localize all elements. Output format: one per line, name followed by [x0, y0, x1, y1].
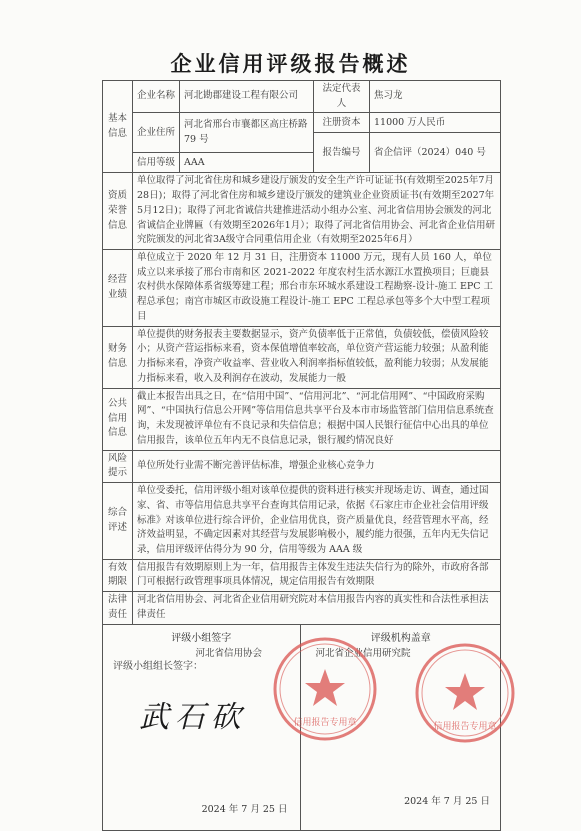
report-no-label: 报告编号 — [314, 133, 370, 173]
section-label-public-credit: 公共信用信息 — [103, 388, 133, 450]
handwritten-signature: 武石砍 — [139, 699, 247, 735]
seal-stamp-icon — [269, 633, 381, 745]
org1-name: 河北省信用协会 — [195, 647, 263, 659]
section-label-legal: 法律责任 — [103, 592, 133, 624]
section-label-summary: 综合评述 — [103, 483, 133, 560]
left-date: 2024 年 7 月 25 日 — [201, 803, 288, 815]
legal-rep-label: 法定代表人 — [314, 81, 370, 113]
stamp-text-2: 信用报告专用章 — [433, 721, 497, 732]
report-table — [102, 80, 501, 831]
address-label: 企业住所 — [133, 113, 180, 153]
org2-name: 河北省企业信用研究院 — [315, 647, 411, 659]
leader-sign-label: 评级小组组长签字： — [113, 660, 203, 672]
section-label-validity: 有效期限 — [103, 559, 133, 591]
performance-text: 单位成立于 2020 年 12 月 31 日，注册资本 11000 万元，现有人员 160 人，单位成立以来承接了邢台市南和区 2021-2022 年度农村生活水源江水置换项目；巨鹿县农村供水保障体系省级筹建工程；邢台市东环城水系建设工程勘察-设计-施工 EPC 工程总承包；南宫市城区市政设施工程设计-施工 EPC 工程总承包等多个大中型工程项目 — [133, 250, 501, 327]
company-name-label: 企业名称 — [133, 81, 180, 113]
qualification-text: 单位取得了河北省住房和城乡建设厅颁发的安全生产许可证证书(有效期至2025年7月28日)；取得了河北省住房和城乡建设厅颁发的建筑业企业资质证书(有效期至2027年5月12日)；取得了河北省诚信共建推进活动小组办公室、河北省信用协会颁发的河北省诚信企业牌匾（有效期至2026年1月）；取得了河北省信用协会、河北省企业信用研究院颁发的河北省3A级守合同重信用企业（有效期至2025年6月） — [133, 173, 501, 250]
section-label-finance: 财务信息 — [103, 326, 133, 388]
finance-text: 单位提供的财务报表主要数据显示，资产负债率低于正常值，负债较低，偿债风险较小；从资产营运指标来看，资本保值增值率较高，单位资产营运能力较强；从盈利能力指标来看，净资产收益率、营业收入利润率指标值较低，盈利能力较弱；从发展能力指标来看，收入及利润存在波动，发展能力一般 — [133, 326, 501, 388]
seal-stamp-icon — [411, 639, 519, 747]
summary-text: 单位受委托，信用评级小组对该单位提供的资料进行核实并现场走访、调查，通过国家、省、市等信用信息共享平台查询其信用记录，依据《石家庄市企业社会信用评级标准》对该单位进行综合评价，企业信用优良，资产质量优良，经营管理水平高，经济效益明显，不确定因素对其经营与发展影响极小，履约能力很强，五年内无失信记录，信用评级评估得分为 90 分，信用等级为 AAA 级 — [133, 483, 501, 560]
legal-text: 河北省信用协会、河北省企业信用研究院对本信用报告内容的真实性和合法性承担法律责任 — [133, 592, 501, 624]
validity-text: 信用报告有效期原则上为一年，信用报告主体发生违法失信行为的除外，市政府各部门可根据行政管理事项具体情况，规定信用报告有效期限 — [133, 559, 501, 591]
stamp-text-1: 信用报告专用章 — [293, 717, 357, 728]
report-no-value: 省企信评（2024）040 号 — [370, 133, 501, 173]
legal-rep-value: 焦习龙 — [370, 81, 501, 113]
grade-label: 信用等级 — [133, 153, 180, 173]
public-credit-text: 截止本报告出具之日，在“信用中国”、“信用河北”、“河北信用网”、“中国政府采购网”、“中国执行信息公开网”等信用信息共享平台及本市市场监管部门信用信息系统查询，未发现被评单位有不良记录和失信信息；根据中国人民银行征信中心出具的单位信用报告，该单位五年内无不良信息记录，银行履约情况良好 — [133, 388, 501, 450]
grade-value: AAA — [180, 153, 314, 173]
group-sign-label: 评级小组签字 — [171, 632, 232, 644]
section-label-qualification: 资质荣誉信息 — [103, 173, 133, 250]
section-label-performance: 经营业绩 — [103, 250, 133, 327]
company-name-value: 河北勘郡建设工程有限公司 — [180, 81, 314, 113]
capital-value: 11000 万人民币 — [370, 113, 501, 133]
risk-text: 单位所处行业需不断完善评估标准，增强企业核心竞争力 — [133, 450, 501, 482]
capital-label: 注册资本 — [314, 113, 370, 133]
section-label-basic: 基本信息 — [103, 81, 133, 173]
signing-area — [103, 624, 501, 830]
address-value: 河北省邢台市襄都区高庄桥路 79 号 — [180, 113, 314, 153]
section-label-risk: 风险提示 — [103, 450, 133, 482]
page-title: 企业信用评级报告概述 — [170, 52, 411, 76]
org-seal-label: 评级机构盖章 — [370, 632, 431, 644]
right-date: 2024 年 7 月 25 日 — [404, 795, 490, 807]
